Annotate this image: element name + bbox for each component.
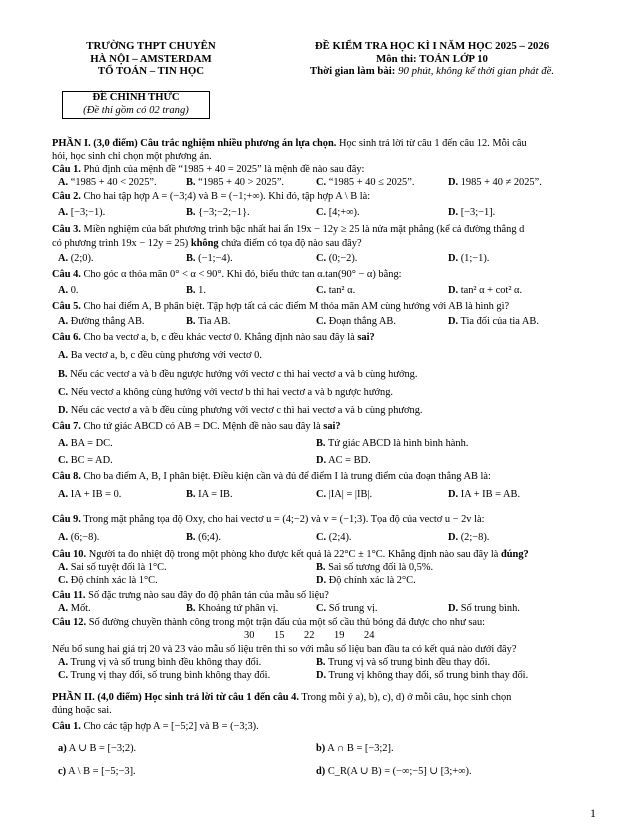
opt-text: Độ chính xác là 1°C.: [70, 575, 158, 586]
exam-title: ĐỀ KIỂM TRA HỌC KÌ I NĂM HỌC 2025 – 2026: [314, 40, 550, 52]
opt-label: B.: [186, 316, 196, 327]
q10-stem: [52, 548, 529, 561]
opt-label: A.: [58, 253, 69, 264]
data-value: 19: [334, 630, 345, 641]
opt-text: (6;−8).: [70, 532, 100, 543]
q4-option-d: [448, 284, 522, 297]
q6-false: sai?: [357, 332, 375, 343]
q11-option-b: [186, 602, 278, 615]
opt-label: C.: [316, 489, 327, 500]
opt-label: C.: [58, 670, 69, 681]
opt-label: B.: [186, 207, 196, 218]
opt-text: [−3;−1).: [70, 207, 106, 218]
q8-option-d: [448, 488, 520, 501]
q4-text: Cho góc α thỏa mãn 0° < α < 90°. Khi đó, biểu thức tan α.tan(90° − α) bằng:: [83, 269, 402, 280]
q7-label: Câu 7.: [52, 421, 81, 432]
q11-text: Số đặc trưng nào sau đây đo độ phân tán của mẫu số liệu?: [88, 590, 329, 601]
opt-text: Số trung bình.: [460, 603, 520, 614]
opt-text: BA = DC.: [70, 438, 113, 449]
opt-text: 1985 + 40 ≠ 2025”.: [460, 177, 542, 188]
item-text: A ∩ B = [−3;2].: [327, 743, 394, 754]
q7-option-c: [58, 454, 113, 467]
q7-option-d: [316, 454, 371, 467]
q3-option-d: [448, 252, 489, 265]
opt-label: A.: [58, 285, 69, 296]
q5-stem: [52, 300, 509, 313]
q8-option-a: [58, 488, 121, 501]
q2-option-c: [316, 206, 360, 219]
opt-label: D.: [316, 575, 327, 586]
q3-text2c: chứa điểm có tọa độ nào sau đây?: [221, 238, 362, 249]
opt-text: IA = IB.: [198, 489, 233, 500]
opt-text: Đoạn thẳng AB.: [328, 316, 396, 327]
q9-label: Câu 9.: [52, 514, 81, 525]
q4-option-c: [316, 284, 355, 297]
opt-text: [−3;−1].: [460, 207, 496, 218]
q9-option-a: [58, 531, 99, 544]
opt-label: D.: [448, 177, 459, 188]
opt-text: Nếu vectơ a không cùng hướng với vectơ b thì hai vectơ a và b ngược hướng.: [70, 387, 393, 398]
p2q1-text: Cho các tập hợp A = [−5;2] và B = (−3;3).: [83, 721, 259, 732]
exam-subject: Môn thi: TOÁN LỚP 10: [376, 52, 488, 65]
opt-label: A.: [58, 207, 69, 218]
p2q1-label: Câu 1.: [52, 721, 81, 732]
opt-label: B.: [58, 369, 68, 380]
q12-data-row: [244, 629, 394, 642]
data-value: 15: [274, 630, 285, 641]
part2-title: PHẦN II. (4,0 điểm) Học sinh trả lời từ câu 1 đến câu 4.: [52, 692, 299, 703]
opt-label: B.: [186, 285, 196, 296]
opt-text: Sai số tương đối là 0,5%.: [328, 562, 434, 573]
q10-text: Người ta đo nhiệt độ trong một phòng kho được kết quả là 22°C ± 1°C. Khẳng định nào sau đây là: [88, 549, 499, 560]
q8-option-c: [316, 488, 372, 501]
q5-text: Cho hai điểm A, B phân biệt. Tập hợp tất cả các điểm M thỏa mãn AM cùng hướng với AB là hình gì?: [83, 301, 510, 312]
opt-text: Tia đối của tia AB.: [460, 316, 539, 327]
q1-text: Phủ định của mệnh đề “1985 + 40 = 2025” là mệnh đề nào sau đây:: [83, 164, 365, 175]
p2q1-item-b: [316, 742, 394, 755]
opt-text: “1985 + 40 ≤ 2025”.: [328, 177, 415, 188]
q3-option-c: [316, 252, 357, 265]
q10-option-c: [58, 574, 158, 587]
q9-text: Trong mặt phẳng tọa độ Oxy, cho hai vectơ u = (4;−2) và v = (−1;3). Tọa độ của vectơ u − 2v là:: [83, 514, 485, 525]
opt-text: Độ chính xác là 2°C.: [328, 575, 416, 586]
school-name-line1: TRƯỜNG THPT CHUYÊN: [86, 40, 216, 52]
opt-label: A.: [58, 438, 69, 449]
opt-text: (1;−1).: [460, 253, 490, 264]
opt-text: Tứ giác ABCD là hình bình hành.: [327, 438, 469, 449]
q12-option-d: [316, 669, 528, 682]
q7-option-a: [58, 437, 113, 450]
opt-label: A.: [58, 532, 69, 543]
q10-option-b: [316, 561, 433, 574]
opt-label: B.: [186, 532, 196, 543]
exam-header: [262, 40, 602, 78]
item-label: d): [316, 766, 326, 777]
opt-label: A.: [58, 316, 69, 327]
q6-text: Cho ba vectơ a, b, c đều khác vectơ 0. Khẳng định nào sau đây là: [83, 332, 355, 343]
pages-note: (Đề thi gồm có 02 trang): [83, 104, 189, 116]
opt-label: B.: [316, 657, 326, 668]
q4-option-a: [58, 284, 79, 297]
opt-text: (0;−2).: [328, 253, 358, 264]
opt-label: D.: [448, 532, 459, 543]
department-name: TỔ TOÁN – TIN HỌC: [97, 65, 205, 78]
q8-text: Cho ba điểm A, B, I phân biệt. Điều kiện cần và đủ để điểm I là trung điểm của đoạn thẳng AB là:: [83, 471, 491, 482]
item-text: A \ B = [−5;−3].: [68, 766, 136, 777]
q8-option-b: [186, 488, 233, 501]
official-box: [62, 91, 210, 119]
q3-text: Miền nghiệm của bất phương trình bậc nhất hai ẩn 19x − 12y ≥ 25 là nửa mặt phẳng (kể cả đường thẳng d: [83, 224, 525, 235]
opt-label: A.: [58, 489, 69, 500]
school-header: [56, 40, 246, 78]
opt-label: A.: [58, 177, 69, 188]
q12-option-b: [316, 656, 490, 669]
opt-text: Số trung vị.: [328, 603, 378, 614]
q5-option-b: [186, 315, 231, 328]
q4-option-b: [186, 284, 206, 297]
opt-label: D.: [316, 670, 327, 681]
q1-option-c: [316, 176, 414, 189]
opt-text: Nếu các vectơ a và b đều ngược hướng với vectơ c thì hai vectơ a và b cùng hướng.: [70, 369, 418, 380]
opt-label: B.: [186, 177, 196, 188]
opt-label: D.: [448, 316, 459, 327]
q8-stem: [52, 470, 491, 483]
q6-option-a: [58, 349, 262, 362]
q1-option-d: [448, 176, 542, 189]
opt-label: B.: [316, 438, 326, 449]
p2q1-stem: [52, 720, 259, 733]
data-value: 24: [364, 630, 375, 641]
q1-option-b: [186, 176, 284, 189]
q5-option-a: [58, 315, 144, 328]
opt-label: B.: [316, 562, 326, 573]
q9-stem: [52, 513, 484, 526]
q12-text: Số đường chuyền thành công trong một trận đấu của một số cầu thủ bóng đá được cho như sau:: [88, 617, 486, 628]
opt-text: 0.: [70, 285, 79, 296]
item-label: b): [316, 743, 326, 754]
opt-label: C.: [316, 207, 327, 218]
opt-text: {−3;−2;−1}.: [198, 207, 250, 218]
q6-stem: [52, 331, 375, 344]
q5-option-d: [448, 315, 539, 328]
q1-label: Câu 1.: [52, 164, 81, 175]
q2-text: Cho hai tập hợp A = (−3;4) và B = (−1;+∞). Khi đó, tập hợp A \ B là:: [83, 191, 371, 202]
q2-option-a: [58, 206, 105, 219]
item-text: A ∪ B = [−3;2).: [68, 743, 137, 754]
q10-true: đúng?: [501, 549, 529, 560]
opt-label: C.: [316, 316, 327, 327]
q5-label: Câu 5.: [52, 301, 81, 312]
opt-label: B.: [186, 253, 196, 264]
part2-intro2: đúng hoặc sai.: [52, 705, 112, 716]
q7-stem: [52, 420, 341, 433]
opt-label: C.: [316, 177, 327, 188]
part2-intro1: Trong mỗi ý a), b), c), d) ở mỗi câu, học sinh chọn: [301, 692, 512, 703]
opt-label: D.: [448, 285, 459, 296]
opt-label: A.: [58, 603, 69, 614]
opt-label: D.: [448, 489, 459, 500]
q6-option-b: [58, 368, 417, 381]
opt-text: Sai số tuyệt đối là 1°C.: [70, 562, 167, 573]
q5-option-c: [316, 315, 396, 328]
q3-option-b: [186, 252, 233, 265]
q10-option-a: [58, 561, 167, 574]
opt-text: Trung vị thay đổi, số trung bình không thay đổi.: [70, 670, 271, 681]
data-value: 30: [244, 630, 255, 641]
opt-text: AC = BD.: [328, 455, 371, 466]
opt-label: D.: [448, 603, 459, 614]
q9-option-b: [186, 531, 221, 544]
opt-label: D.: [448, 253, 459, 264]
p2q1-item-d: [316, 765, 472, 778]
data-value: 22: [304, 630, 315, 641]
opt-label: C.: [316, 285, 327, 296]
part2-title-line: [52, 691, 511, 704]
q2-label: Câu 2.: [52, 191, 81, 202]
q10-label: Câu 10.: [52, 549, 87, 560]
opt-text: Khoảng tứ phân vị.: [198, 603, 279, 614]
opt-label: A.: [58, 657, 69, 668]
exam-time: [262, 65, 602, 78]
q7-text: Cho tứ giác ABCD có AB = DC. Mệnh đề nào sau đây là: [83, 421, 321, 432]
q1-option-a: [58, 176, 157, 189]
q11-stem: [52, 589, 329, 602]
q7-false: sai?: [323, 421, 341, 432]
opt-text: Tia AB.: [197, 316, 231, 327]
q9-option-c: [316, 531, 352, 544]
q11-option-d: [448, 602, 520, 615]
opt-text: BC = AD.: [70, 455, 113, 466]
q6-option-c: [58, 386, 393, 399]
q2-option-d: [448, 206, 495, 219]
q3-stem: [52, 223, 524, 236]
q12-option-c: [58, 669, 270, 682]
opt-label: D.: [448, 207, 459, 218]
opt-label: A.: [58, 562, 69, 573]
opt-label: D.: [58, 405, 69, 416]
q4-label: Câu 4.: [52, 269, 81, 280]
q11-option-c: [316, 602, 378, 615]
opt-text: IA + IB = 0.: [70, 489, 122, 500]
opt-text: Ba vectơ a, b, c đều cùng phương với vectơ 0.: [70, 350, 262, 361]
q10-option-d: [316, 574, 416, 587]
opt-text: IA + IB = AB.: [460, 489, 521, 500]
item-text: C_R(A ∪ B) = (−∞;−5] ∪ [3;+∞).: [327, 766, 472, 777]
opt-text: “1985 + 40 < 2025”.: [70, 177, 157, 188]
item-label: c): [58, 766, 67, 777]
part1-title-line: [52, 137, 527, 150]
q8-label: Câu 8.: [52, 471, 81, 482]
opt-label: C.: [58, 387, 69, 398]
opt-text: (2;4).: [328, 532, 352, 543]
q3-not: không: [190, 238, 219, 249]
opt-label: C.: [316, 603, 327, 614]
opt-text: “1985 + 40 > 2025”.: [198, 177, 285, 188]
q12-label: Câu 12.: [52, 617, 87, 628]
opt-text: 1.: [198, 285, 206, 296]
part1-intro1: Học sinh trả lời từ câu 1 đến câu 12. Mỗi câu: [338, 138, 527, 149]
q11-label: Câu 11.: [52, 590, 86, 601]
opt-label: C.: [316, 532, 327, 543]
opt-label: C.: [316, 253, 327, 264]
opt-text: Trung vị và số trung bình đều thay đổi.: [327, 657, 491, 668]
opt-text: (2;0).: [70, 253, 94, 264]
part1-intro2: hỏi, học sinh chỉ chọn một phương án.: [52, 151, 212, 162]
opt-label: A.: [58, 350, 69, 361]
q1-stem: [52, 163, 364, 176]
part1-title: PHẦN I. (3,0 điểm) Câu trắc nghiệm nhiều phương án lựa chọn.: [52, 138, 337, 149]
page-number: 1: [590, 805, 596, 820]
q4-stem: [52, 268, 402, 281]
q3-label: Câu 3.: [52, 224, 81, 235]
opt-label: B.: [186, 489, 196, 500]
opt-text: Trung vị và số trung bình đều không thay đổi.: [70, 657, 262, 668]
q11-option-a: [58, 602, 91, 615]
q12-option-a: [58, 656, 261, 669]
item-label: a): [58, 743, 67, 754]
opt-label: B.: [186, 603, 196, 614]
opt-text: (2;−8).: [460, 532, 490, 543]
school-name-line2: HÀ NỘI – AMSTERDAM: [90, 52, 212, 65]
q3-option-a: [58, 252, 94, 265]
q6-option-d: [58, 404, 423, 417]
opt-text: Nếu các vectơ a và b đều cùng phương với vectơ c thì hai vectơ a và b cùng phương.: [70, 405, 423, 416]
time-label: Thời gian làm bài:: [309, 65, 396, 78]
q3-text2a: có phương trình 19x − 12y = 25): [52, 238, 189, 249]
opt-label: C.: [58, 575, 69, 586]
p2q1-item-a: [58, 742, 136, 755]
official-label: ĐỀ CHÍNH THỨC: [92, 92, 180, 103]
q2-option-b: [186, 206, 250, 219]
opt-text: Mốt.: [70, 603, 91, 614]
opt-text: tan² α.: [328, 285, 356, 296]
opt-label: D.: [316, 455, 327, 466]
q9-option-d: [448, 531, 489, 544]
q12-stem-line2: Nếu bổ sung hai giá trị 20 và 23 vào mẫu số liệu trên thì so với mẫu số liệu ban đầu ta có kết quả nào dưới đây?: [52, 644, 517, 655]
opt-text: [4;+∞).: [328, 207, 360, 218]
opt-text: Trung vị không thay đổi, số trung bình thay đổi.: [328, 670, 529, 681]
q7-option-b: [316, 437, 468, 450]
opt-text: (6;4).: [198, 532, 221, 543]
opt-text: Đường thẳng AB.: [70, 316, 145, 327]
q6-label: Câu 6.: [52, 332, 81, 343]
opt-text: |IA| = |IB|.: [328, 489, 373, 500]
q2-stem: [52, 190, 370, 203]
opt-label: C.: [58, 455, 69, 466]
opt-text: (−1;−4).: [198, 253, 233, 264]
opt-text: tan² α + cot² α.: [460, 285, 523, 296]
q3-stem-line2: [52, 237, 362, 250]
p2q1-item-c: [58, 765, 136, 778]
q12-stem: [52, 616, 485, 629]
time-value: 90 phút, không kể thời gian phát đề.: [398, 65, 555, 78]
